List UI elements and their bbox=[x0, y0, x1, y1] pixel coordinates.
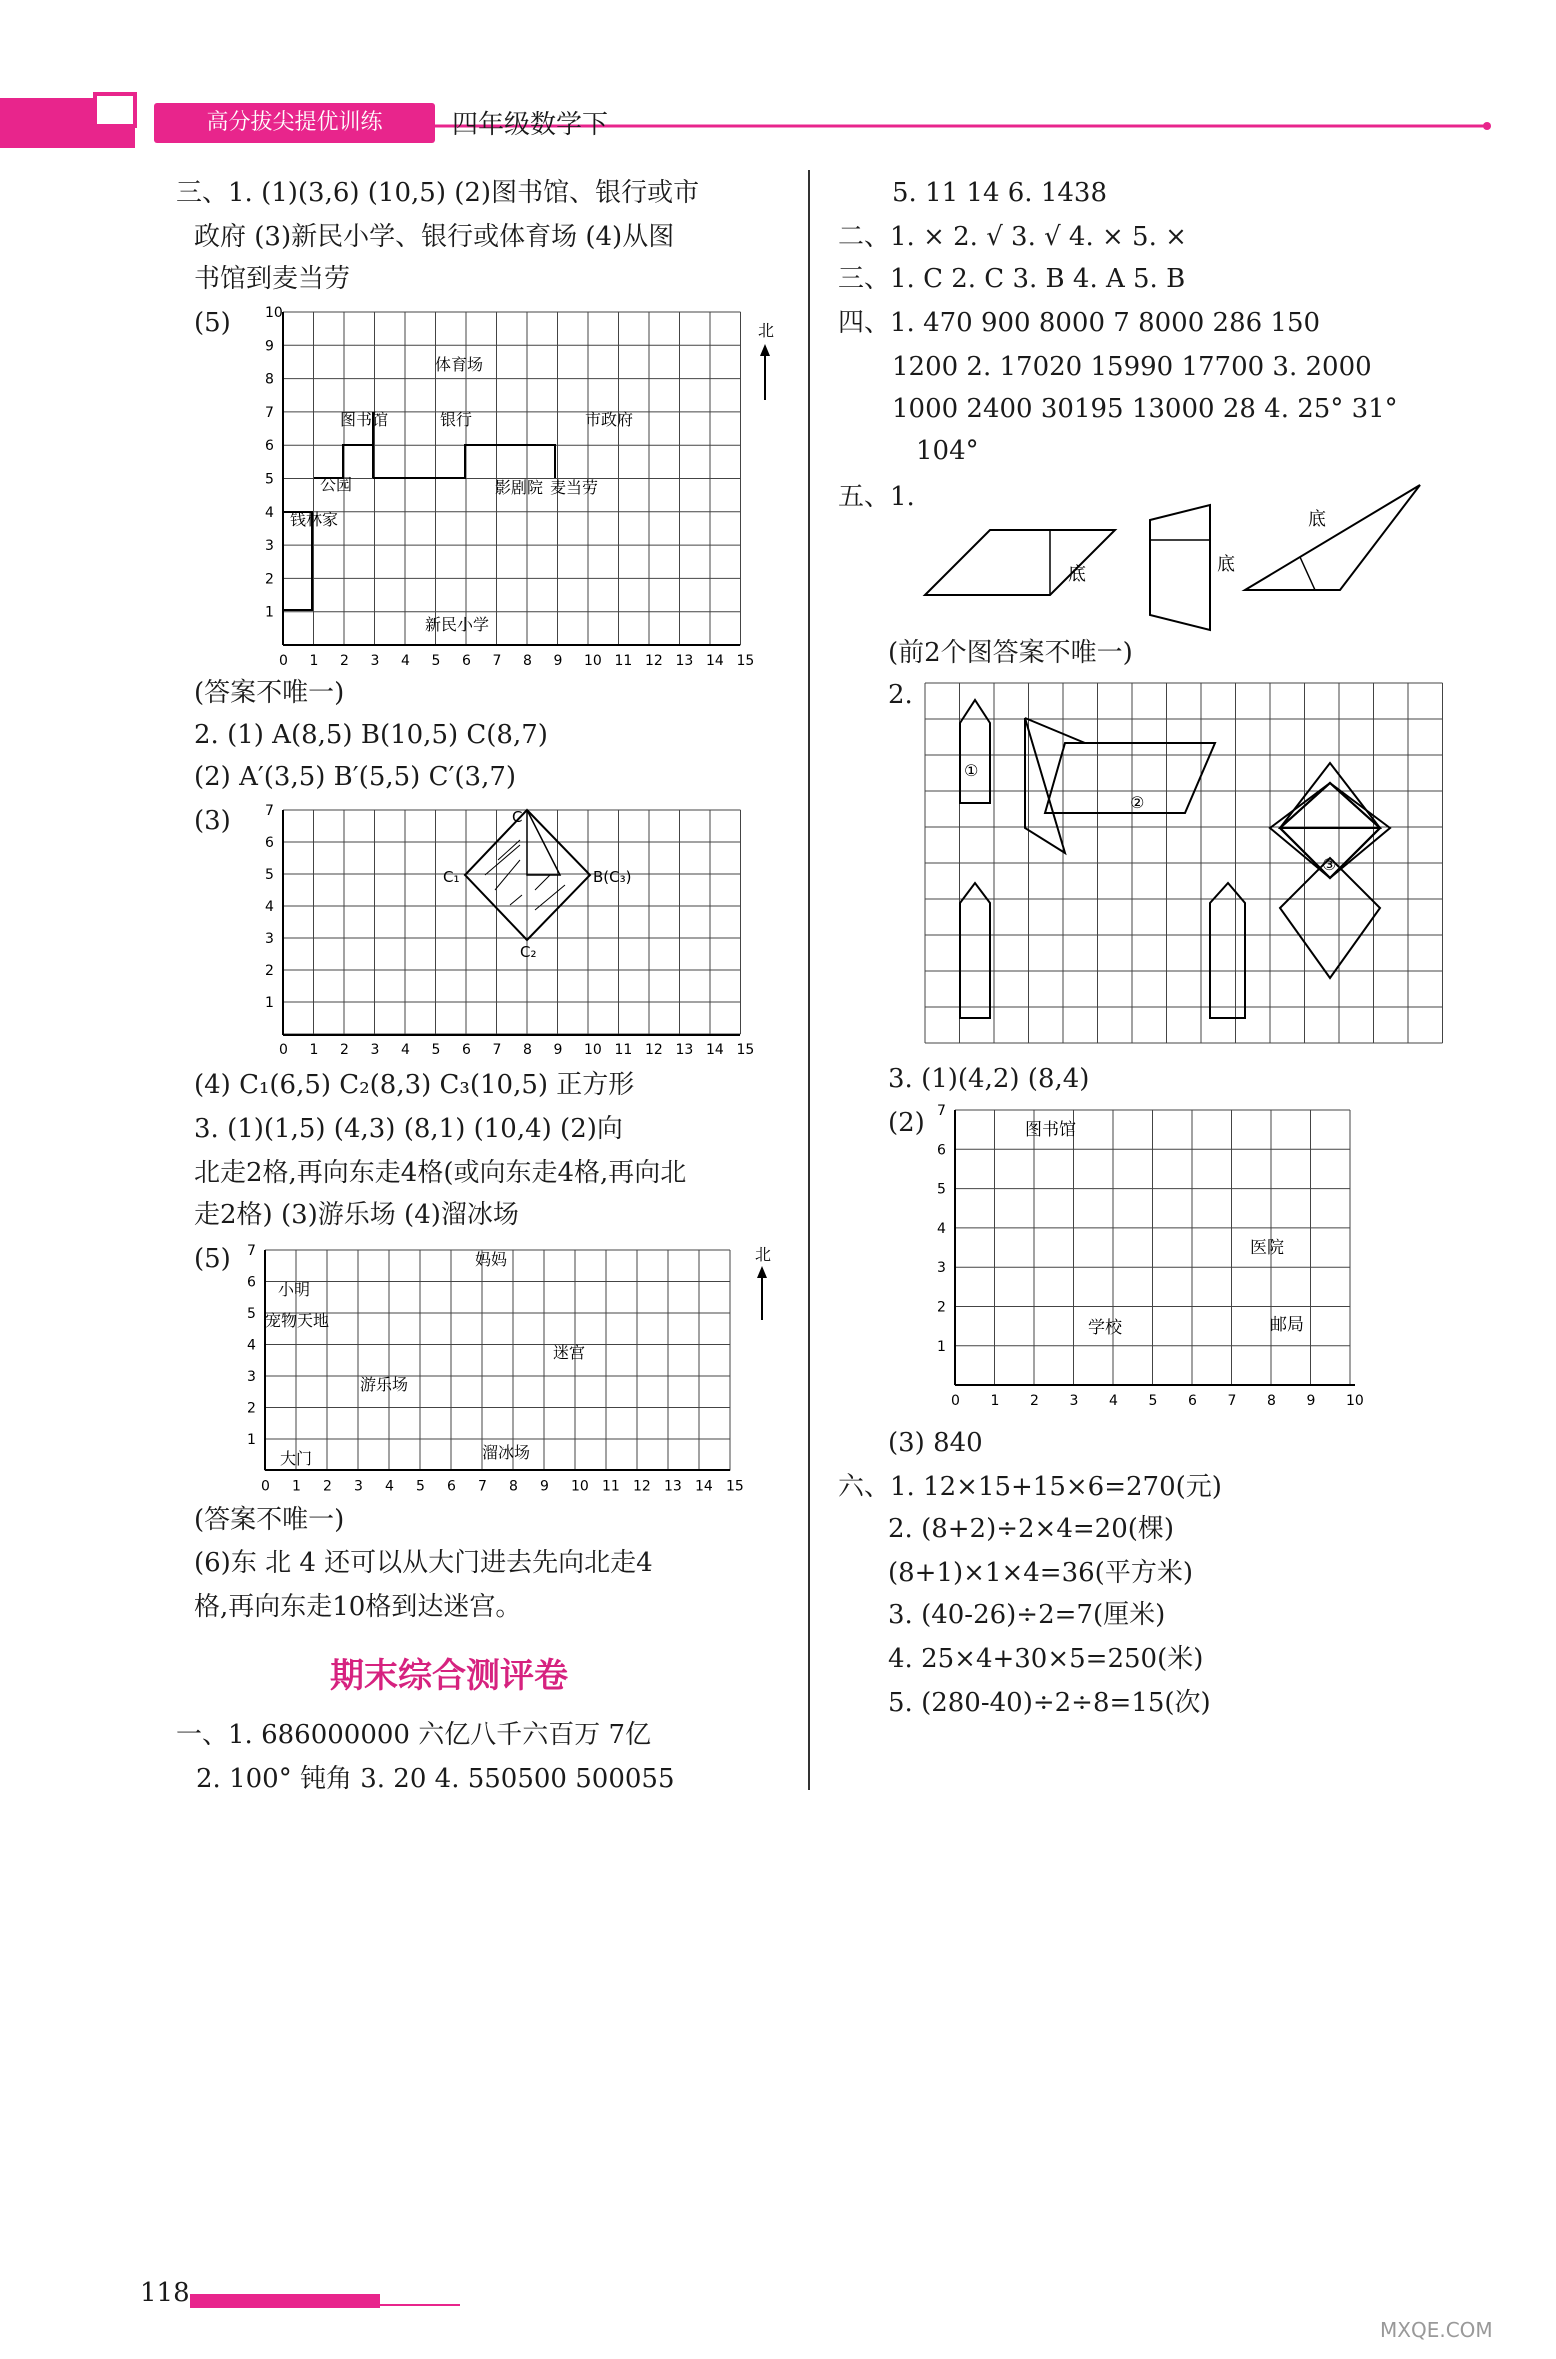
map-label: 公园 bbox=[320, 475, 353, 494]
answer-line: 2. (8+2)÷2×4=20(棵) bbox=[888, 1514, 1175, 1544]
tick-label: 3 bbox=[354, 1478, 363, 1495]
tick-label: 10 bbox=[265, 305, 283, 321]
tick-label: 2 bbox=[247, 1400, 256, 1417]
answer-line: 六、1. 12×15+15×6=270(元) bbox=[838, 1472, 1222, 1502]
point-label: C₂ bbox=[520, 943, 537, 961]
tick-label: 1 bbox=[990, 1393, 1000, 1410]
answer-line: 3. (1)(4,2) (8,4) bbox=[888, 1064, 1090, 1094]
page-header-title: 四年级数学下 bbox=[452, 110, 609, 140]
grid-lines bbox=[283, 810, 741, 1034]
tick-label: 2 bbox=[937, 1299, 946, 1316]
tick-label: 8 bbox=[523, 653, 532, 669]
coordinate-grid-1 bbox=[250, 300, 775, 675]
section-title: 期末综合测评卷 bbox=[330, 1656, 568, 1696]
tick-label: 4 bbox=[401, 1042, 410, 1058]
map-label: 银行 bbox=[440, 410, 473, 429]
coordinate-grid-3 bbox=[247, 1240, 772, 1505]
grid-lines bbox=[925, 683, 1443, 1043]
base-label: 底 bbox=[1308, 509, 1326, 530]
tick-label: 10 bbox=[584, 653, 602, 669]
tick-label: 2 bbox=[340, 653, 349, 669]
answer-line: 政府 (3)新民小学、银行或体育场 (4)从图 bbox=[194, 222, 675, 252]
tick-label: 12 bbox=[633, 1478, 651, 1495]
tick-label: 7 bbox=[265, 404, 274, 421]
answer-line: 104° bbox=[916, 436, 979, 466]
tick-label: 10 bbox=[571, 1478, 589, 1495]
answer-line: 5. 11 14 6. 1438 bbox=[892, 178, 1108, 208]
tick-label: 7 bbox=[1227, 1393, 1237, 1410]
tick-label: 6 bbox=[937, 1142, 946, 1159]
tick-label: 3 bbox=[247, 1369, 256, 1385]
answer-line: 四、1. 470 900 8000 7 8000 286 150 bbox=[838, 308, 1321, 338]
tick-label: 1 bbox=[265, 604, 274, 621]
tick-label: 2 bbox=[323, 1478, 332, 1495]
answer-line: (8+1)×1×4=36(平方米) bbox=[888, 1558, 1193, 1588]
tick-label: 3 bbox=[1069, 1393, 1079, 1410]
series-label: 高分拔尖提优训练 bbox=[154, 103, 435, 143]
map-label: 溜冰场 bbox=[482, 1443, 531, 1462]
answer-line: 五、1. bbox=[838, 482, 915, 512]
tick-label: 8 bbox=[509, 1478, 518, 1495]
tick-label: 9 bbox=[553, 653, 563, 669]
tick-label: 3 bbox=[937, 1260, 946, 1277]
map-label: 体育场 bbox=[435, 355, 484, 374]
map-label: 图书馆 bbox=[1025, 1120, 1076, 1140]
tick-label: 4 bbox=[385, 1478, 394, 1495]
shape-label: ① bbox=[964, 761, 979, 780]
part-label: (2) bbox=[888, 1108, 925, 1138]
tick-label: 1 bbox=[309, 1042, 319, 1058]
answer-line: 走2格) (3)游乐场 (4)溜冰场 bbox=[194, 1200, 519, 1230]
part-label: 2. bbox=[888, 680, 913, 710]
coordinate-grid-2 bbox=[250, 800, 770, 1065]
tick-label: 14 bbox=[695, 1478, 713, 1495]
tick-label: 9 bbox=[553, 1042, 563, 1058]
tick-label: 7 bbox=[492, 653, 502, 669]
tick-label: 1 bbox=[292, 1478, 301, 1495]
point-label: C₁ bbox=[443, 868, 460, 886]
base-shapes bbox=[920, 480, 1440, 630]
map-label: 影剧院 bbox=[495, 478, 544, 497]
shape-label: ③ bbox=[1322, 855, 1337, 874]
tick-label: 5 bbox=[431, 1042, 441, 1058]
tick-label: 6 bbox=[265, 835, 274, 851]
map-label: 妈妈 bbox=[475, 1250, 508, 1269]
note: (前2个图答案不唯一) bbox=[888, 638, 1133, 668]
tick-label: 8 bbox=[1267, 1393, 1276, 1410]
answer-line: (4) C₁(6,5) C₂(8,3) C₃(10,5) 正方形 bbox=[194, 1070, 635, 1100]
tick-label: 0 bbox=[279, 653, 288, 669]
tick-label: 3 bbox=[265, 931, 274, 947]
watermark: MXQE.COM bbox=[1380, 2318, 1493, 2342]
tick-label: 1 bbox=[265, 995, 274, 1011]
answer-line: 二、1. × 2. √ 3. √ 4. × 5. × bbox=[838, 222, 1187, 252]
note: (答案不唯一) bbox=[194, 678, 345, 708]
tick-label: 7 bbox=[247, 1243, 256, 1259]
grid-lines bbox=[955, 1110, 1350, 1385]
tick-label: 13 bbox=[664, 1478, 682, 1495]
answer-line: (6)东 北 4 还可以从大门进去先向北走4 bbox=[194, 1548, 653, 1578]
tick-label: 4 bbox=[401, 653, 410, 669]
tick-label: 1 bbox=[937, 1338, 946, 1355]
tick-label: 7 bbox=[492, 1042, 502, 1058]
answer-line: 2. (1) A(8,5) B(10,5) C(8,7) bbox=[194, 720, 548, 750]
tick-label: 6 bbox=[247, 1274, 256, 1291]
grid-lines bbox=[265, 1250, 730, 1471]
tick-label: 6 bbox=[1188, 1393, 1197, 1410]
tick-label: 3 bbox=[370, 653, 380, 669]
part-label: (3) bbox=[194, 806, 231, 836]
tick-label: 4 bbox=[937, 1220, 946, 1237]
answer-line: 3. (40-26)÷2=7(厘米) bbox=[888, 1600, 1166, 1630]
point-label: C bbox=[512, 808, 523, 826]
tick-label: 5 bbox=[265, 867, 274, 883]
tick-label: 4 bbox=[1109, 1393, 1118, 1410]
tick-label: 15 bbox=[736, 1042, 755, 1058]
map-label: 新民小学 bbox=[425, 615, 490, 634]
answer-line: 书馆到麦当劳 bbox=[194, 264, 351, 294]
tick-label: 8 bbox=[265, 371, 274, 388]
answer-line: 1200 2. 17020 15990 17700 3. 2000 bbox=[892, 352, 1372, 382]
tick-label: 5 bbox=[247, 1306, 256, 1322]
map-label: 大门 bbox=[280, 1449, 313, 1468]
tick-label: 15 bbox=[726, 1478, 744, 1495]
tick-label: 3 bbox=[370, 1042, 380, 1058]
tick-label: 6 bbox=[447, 1478, 456, 1495]
tick-label: 15 bbox=[736, 653, 755, 669]
answer-line: 3. (1)(1,5) (4,3) (8,1) (10,4) (2)向 bbox=[194, 1114, 623, 1144]
tick-label: 9 bbox=[540, 1478, 549, 1495]
tick-label: 7 bbox=[265, 803, 274, 819]
axis-ticks bbox=[265, 803, 754, 1058]
point-label: B(C₃) bbox=[593, 868, 632, 886]
answer-line: 5. (280-40)÷2÷8=15(次) bbox=[888, 1688, 1211, 1718]
tick-label: 3 bbox=[265, 538, 274, 555]
map-label: 小明 bbox=[278, 1280, 311, 1299]
map-label: 麦当劳 bbox=[550, 478, 599, 497]
north-label: 北 bbox=[758, 321, 775, 340]
tick-label: 7 bbox=[937, 1103, 946, 1119]
answer-line: 三、1. C 2. C 3. B 4. A 5. B bbox=[838, 264, 1186, 294]
tick-label: 1 bbox=[309, 653, 319, 669]
coordinate-grid-4 bbox=[930, 1100, 1364, 1420]
tick-label: 2 bbox=[265, 571, 274, 588]
tick-label: 6 bbox=[462, 653, 471, 669]
shape-label: ② bbox=[1130, 793, 1145, 812]
tick-label: 4 bbox=[265, 504, 274, 521]
tick-label: 13 bbox=[675, 653, 694, 669]
tick-label: 11 bbox=[602, 1478, 620, 1495]
base-label: 底 bbox=[1217, 554, 1235, 575]
part-label: (5) bbox=[194, 1244, 231, 1274]
tick-label: 5 bbox=[431, 653, 441, 669]
tick-label: 0 bbox=[951, 1393, 960, 1410]
note: (答案不唯一) bbox=[194, 1505, 345, 1535]
tick-label: 0 bbox=[261, 1478, 270, 1495]
answer-line: 三、1. (1)(3,6) (10,5) (2)图书馆、银行或市 bbox=[176, 178, 700, 208]
tick-label: 1 bbox=[247, 1432, 256, 1448]
answer-line: 1000 2400 30195 13000 28 4. 25° 31° bbox=[892, 394, 1398, 424]
tick-label: 7 bbox=[478, 1478, 487, 1495]
tick-label: 11 bbox=[614, 653, 633, 669]
tick-label: 2 bbox=[340, 1042, 349, 1058]
part-label: (5) bbox=[194, 308, 231, 338]
map-label: 宠物天地 bbox=[265, 1311, 330, 1330]
tick-label: 6 bbox=[462, 1042, 471, 1058]
tick-label: 5 bbox=[1148, 1393, 1158, 1410]
map-label: 迷宫 bbox=[553, 1343, 586, 1362]
answer-line: (2) A′(3,5) B′(5,5) C′(3,7) bbox=[194, 762, 517, 792]
answer-line: 4. 25×4+30×5=250(米) bbox=[888, 1644, 1204, 1674]
answer-line: 一、1. 686000000 六亿八千六百万 7亿 bbox=[176, 1720, 652, 1750]
transformation-grid bbox=[920, 678, 1480, 1058]
footer-bar bbox=[190, 2294, 380, 2308]
map-label: 图书馆 bbox=[340, 410, 389, 429]
tick-label: 6 bbox=[265, 438, 274, 455]
tick-label: 2 bbox=[265, 963, 274, 979]
tick-label: 4 bbox=[265, 899, 274, 915]
map-label: 学校 bbox=[1088, 1318, 1122, 1338]
tick-label: 13 bbox=[675, 1042, 694, 1058]
tick-label: 12 bbox=[645, 653, 663, 669]
tick-label: 14 bbox=[706, 653, 724, 669]
base-label: 底 bbox=[1068, 564, 1086, 585]
map-label: 游乐场 bbox=[360, 1375, 409, 1394]
tick-label: 0 bbox=[279, 1042, 288, 1058]
answer-line: 2. 100° 钝角 3. 20 4. 550500 500055 bbox=[196, 1764, 675, 1794]
tick-label: 12 bbox=[645, 1042, 663, 1058]
tick-label: 14 bbox=[706, 1042, 724, 1058]
tick-label: 5 bbox=[265, 471, 274, 488]
map-label: 医院 bbox=[1250, 1238, 1284, 1258]
map-label: 钱林家 bbox=[290, 510, 339, 529]
map-label: 市政府 bbox=[585, 410, 634, 429]
tick-label: 4 bbox=[247, 1337, 256, 1354]
map-label: 邮局 bbox=[1270, 1315, 1304, 1335]
column-divider bbox=[808, 170, 810, 1790]
tick-label: 9 bbox=[1306, 1393, 1316, 1410]
tick-label: 10 bbox=[1346, 1393, 1364, 1410]
tick-label: 11 bbox=[614, 1042, 633, 1058]
answer-line: 格,再向东走10格到达迷宫。 bbox=[194, 1592, 522, 1622]
footer-line bbox=[380, 2304, 460, 2306]
north-label: 北 bbox=[755, 1245, 772, 1264]
tick-label: 2 bbox=[1030, 1393, 1039, 1410]
answer-line: 北走2格,再向东走4格(或向东走4格,再向北 bbox=[194, 1158, 687, 1188]
tick-label: 10 bbox=[584, 1042, 602, 1058]
tick-label: 8 bbox=[523, 1042, 532, 1058]
page-number: 118 bbox=[140, 2278, 190, 2308]
tick-label: 5 bbox=[416, 1478, 425, 1495]
tick-label: 9 bbox=[265, 338, 274, 355]
answer-line: (3) 840 bbox=[888, 1428, 983, 1458]
tick-label: 5 bbox=[937, 1181, 946, 1198]
